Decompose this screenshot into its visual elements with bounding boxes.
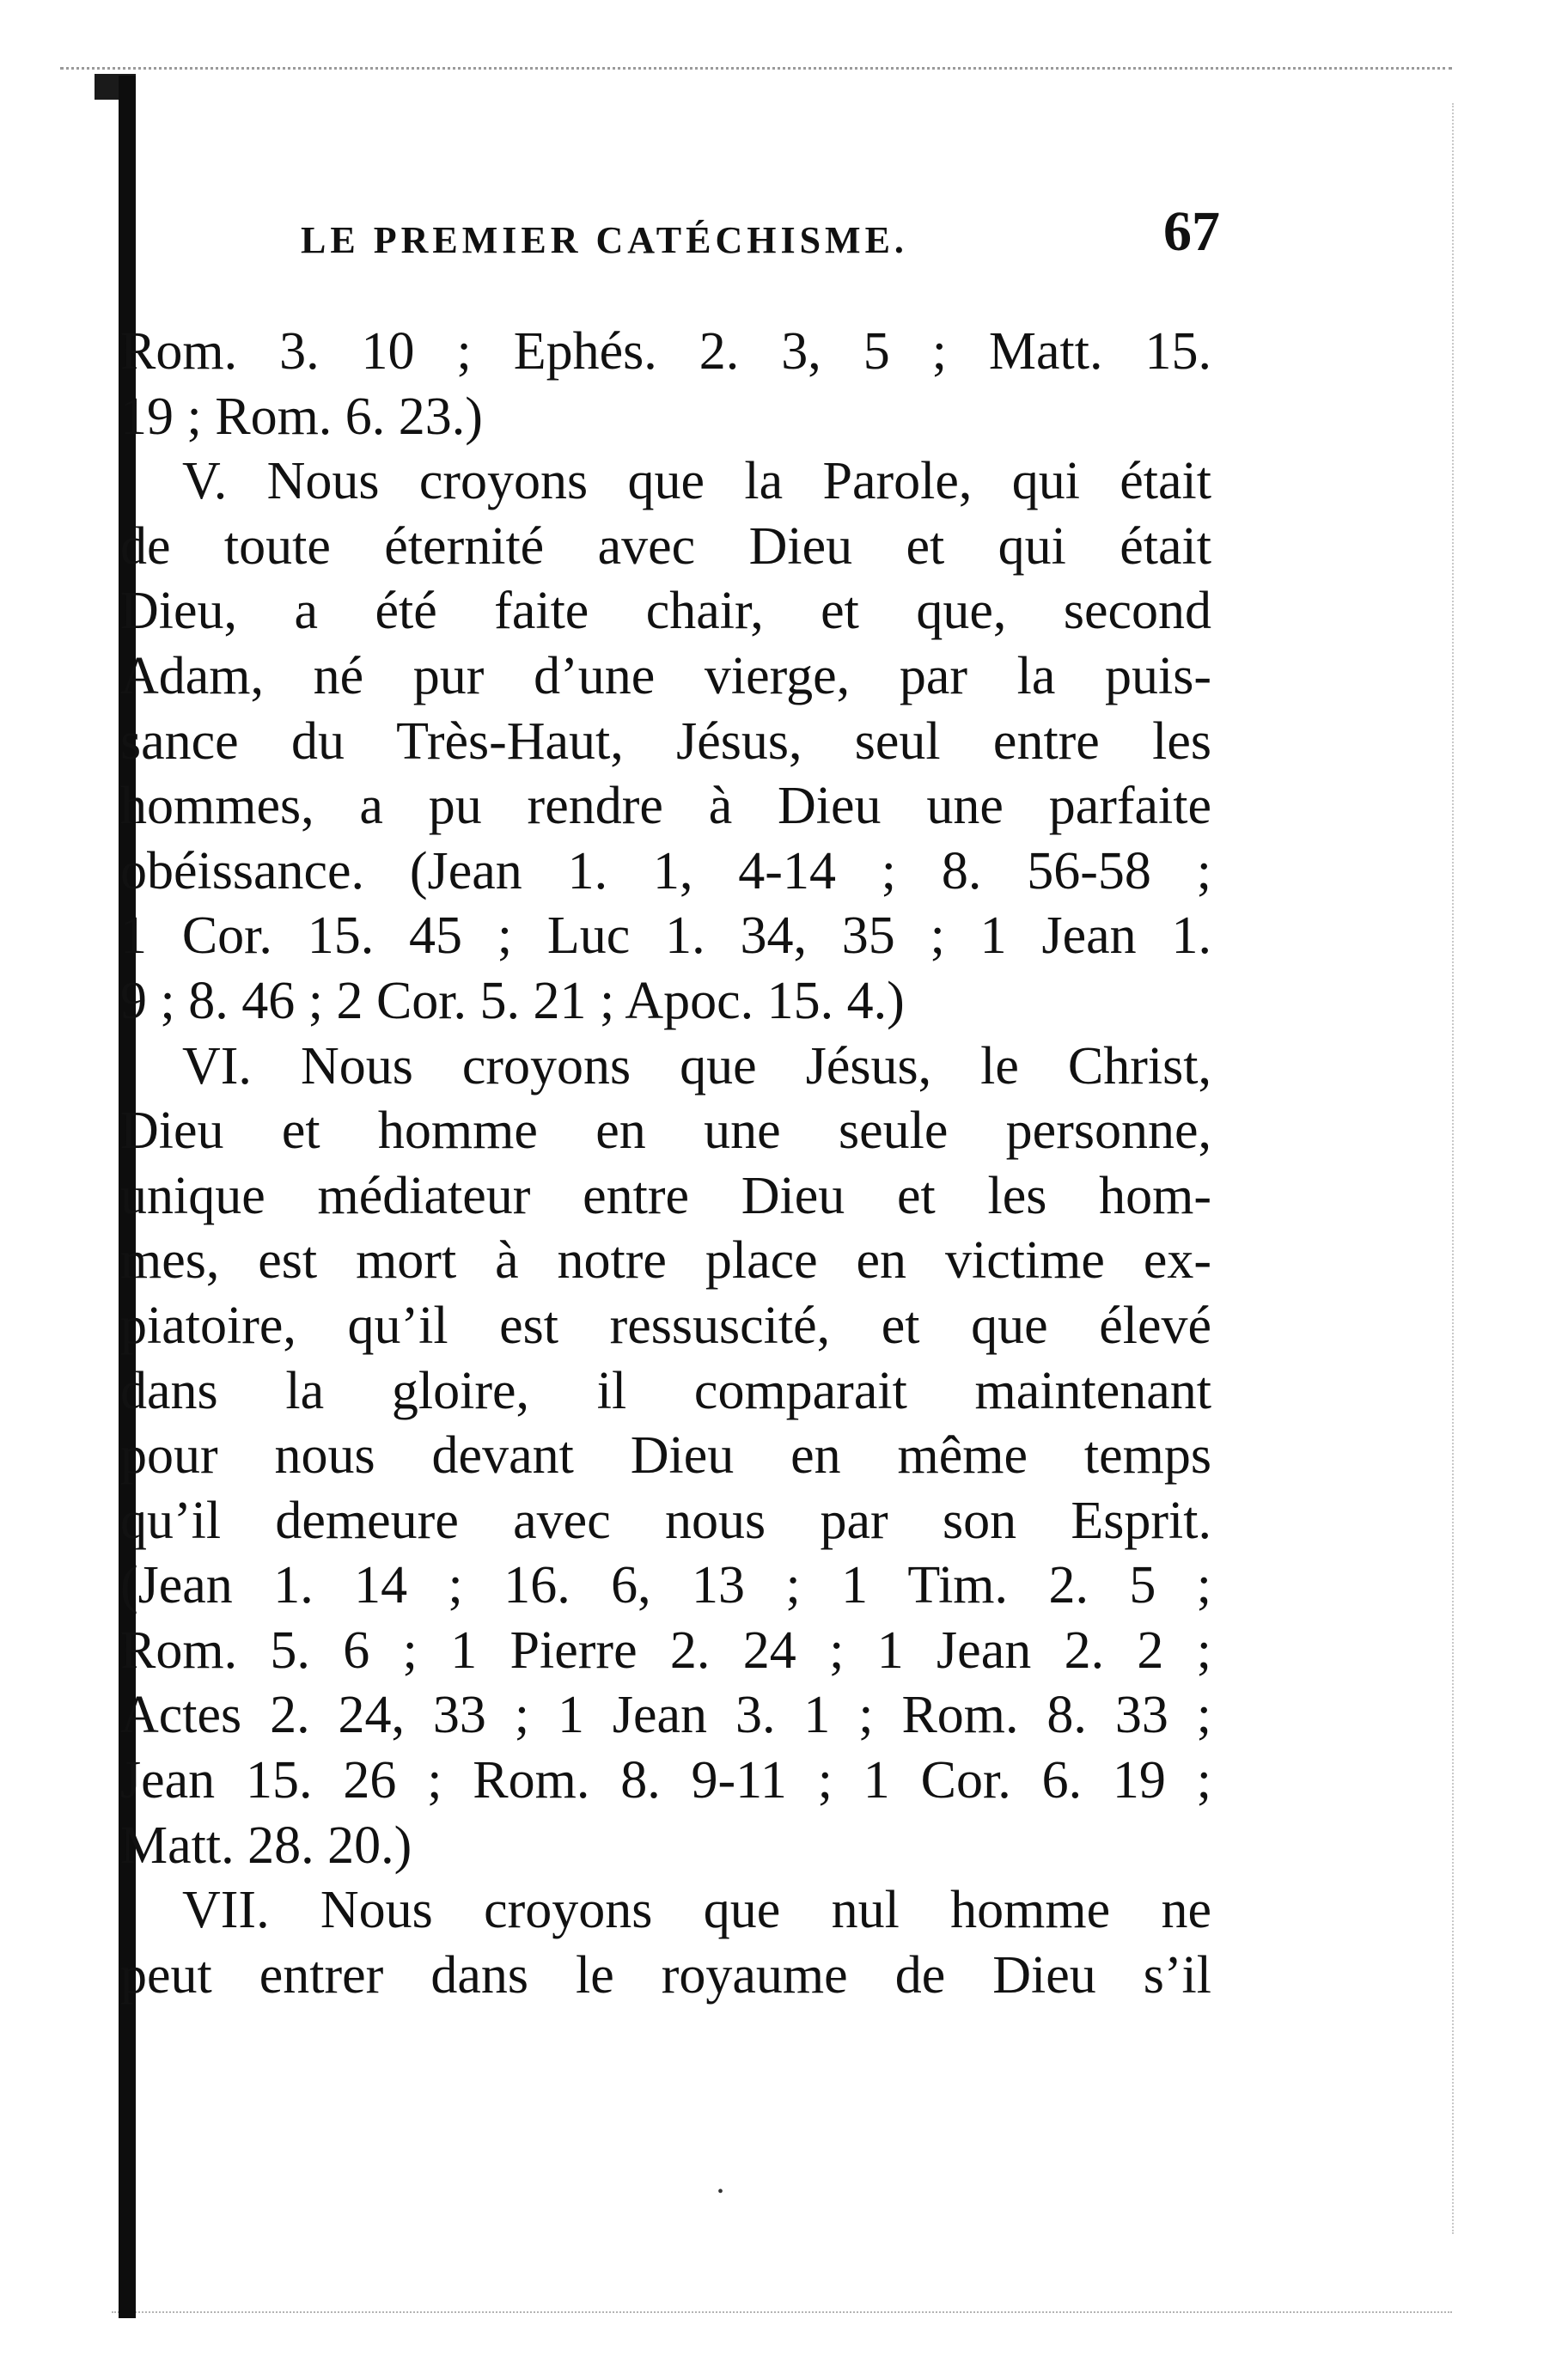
- text-line: obéissance. (Jean 1. 1, 4-14 ; 8. 56-58 ;: [120, 841, 1211, 900]
- text-line: peut entrer dans le royaume de Dieu s’il: [120, 1945, 1211, 2005]
- text-line: VI. Nous croyons que Jésus, le Christ,: [182, 1036, 1211, 1096]
- text-line: Matt. 28. 20.): [120, 1816, 412, 1875]
- text-line: Jean 15. 26 ; Rom. 8. 9-11 ; 1 Cor. 6. 19 ;: [120, 1751, 1211, 1810]
- text-line: V. Nous croyons que la Parole, qui était: [182, 452, 1211, 511]
- page-number: 67: [1163, 200, 1220, 263]
- text-line: hommes, a pu rendre à Dieu une parfaite: [120, 777, 1211, 836]
- text-line: Adam, né pur d’une vierge, par la puis-: [120, 646, 1211, 705]
- text-line: Rom. 3. 10 ; Ephés. 2. 3, 5 ; Matt. 15.: [120, 322, 1211, 381]
- text-line: Dieu, a été faite chair, et que, second: [120, 582, 1211, 641]
- text-line: pour nous devant Dieu en même temps: [120, 1426, 1211, 1486]
- text-line: Actes 2. 24, 33 ; 1 Jean 3. 1 ; Rom. 8. 33 ;: [120, 1686, 1211, 1745]
- text-line: Rom. 5. 6 ; 1 Pierre 2. 24 ; 1 Jean 2. 2 ;: [120, 1620, 1211, 1680]
- text-line: VII. Nous croyons que nul homme ne: [182, 1881, 1211, 1940]
- text-line: (Jean 1. 14 ; 16. 6, 13 ; 1 Tim. 2. 5 ;: [120, 1556, 1211, 1615]
- text-line: Dieu et homme en une seule personne,: [120, 1102, 1211, 1161]
- scan-top-edge: [60, 67, 1452, 70]
- text-line: 1 Cor. 15. 45 ; Luc 1. 34, 35 ; 1 Jean 1.: [120, 906, 1211, 966]
- running-title: LE PREMIER CATÉCHISME.: [301, 219, 908, 261]
- running-head: [301, 199, 1220, 277]
- scan-bottom-edge: [112, 2311, 1452, 2313]
- text-line: sance du Très-Haut, Jésus, seul entre les: [120, 711, 1211, 771]
- footer-mark: •: [717, 2182, 724, 2201]
- text-line: dans la gloire, il comparait maintenant: [120, 1361, 1211, 1420]
- text-line: qu’il demeure avec nous par son Esprit.: [120, 1491, 1211, 1550]
- body-text: [120, 320, 1211, 2008]
- text-line: mes, est mort à notre place en victime ex-: [120, 1231, 1211, 1291]
- text-line: de toute éternité avec Dieu et qui était: [120, 516, 1211, 576]
- text-line: 19 ; Rom. 6. 23.): [120, 387, 483, 446]
- text-line: 9 ; 8. 46 ; 2 Cor. 5. 21 ; Apoc. 15. 4.): [120, 971, 905, 1030]
- scan-right-edge: [1452, 103, 1454, 2234]
- text-line: unique médiateur entre Dieu et les hom-: [120, 1166, 1211, 1225]
- text-line: piatoire, qu’il est ressuscité, et que élevé: [120, 1296, 1211, 1355]
